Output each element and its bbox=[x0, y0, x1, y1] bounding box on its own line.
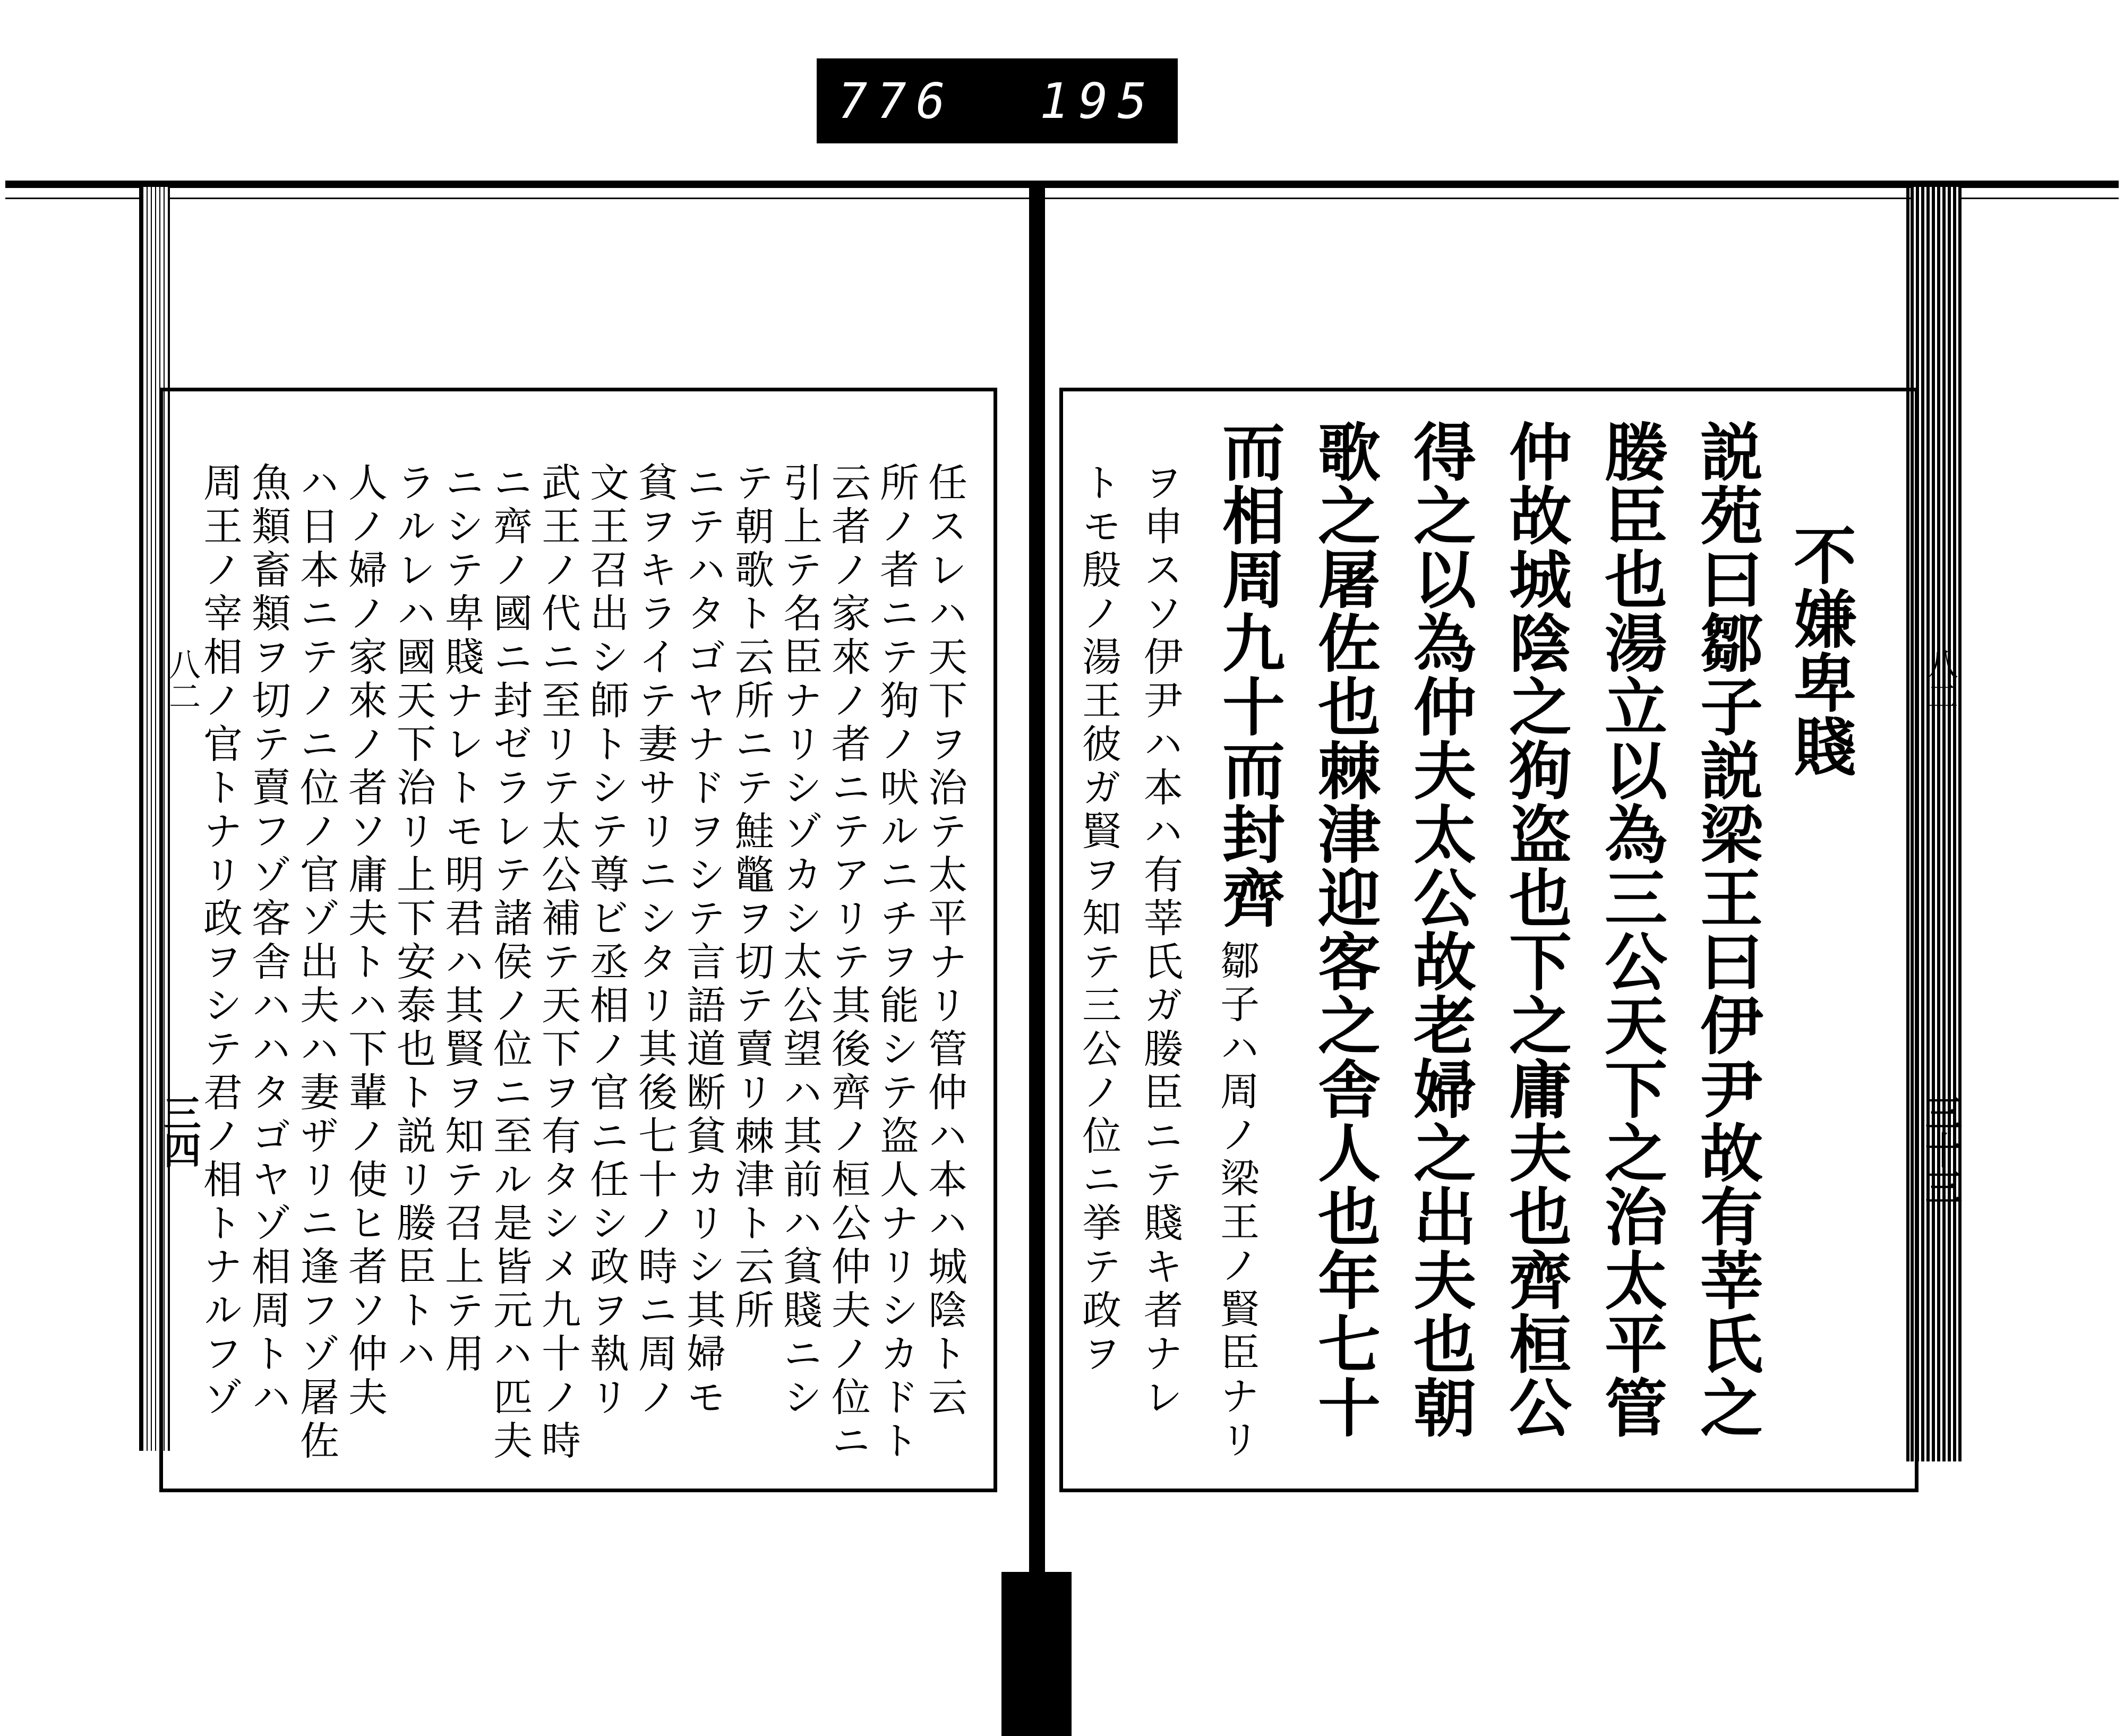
main-line: 歌之屠佐也棘津迎客之舎人也年七十 bbox=[1307, 420, 1381, 1439]
left-page-line: 貧ヲキライテ妻サリニシタリ其後七十ノ時ニ周ノ bbox=[632, 462, 678, 1420]
right-margin-mark: 八二 bbox=[1921, 648, 1958, 712]
commentary-line: トモ殷ノ湯王彼ガ賢ヲ知テ三公ノ位ニ挙テ政ヲ bbox=[1076, 462, 1121, 1376]
right-folio-number: 三十三 bbox=[1919, 1094, 1963, 1205]
book-spine bbox=[1029, 187, 1045, 1727]
commentary-line: 鄒子ハ周ノ梁王ノ賢臣ナリ bbox=[1214, 940, 1260, 1463]
main-line: 得之以為仲夫太公故老婦之出夫也朝 bbox=[1403, 420, 1477, 1439]
left-page-line: テ朝歌ト云所ニテ鮭鼈ヲ切テ賣リ棘津ト云所 bbox=[729, 462, 774, 1333]
left-page-line: ラルレハ國天下治リ上下安泰也ト説リ媵臣トハ bbox=[390, 462, 436, 1376]
left-page-line: 周王ノ宰相ノ官トナリ政ヲシテ君ノ相トナルフゾ bbox=[197, 462, 243, 1420]
left-page-line: ハ日本ニテノニ位ノ官ゾ出夫ハ妻ザリニ逢フゾ屠佐 bbox=[294, 462, 339, 1464]
left-page-line: 文王召出シ師トシテ尊ビ丞相ノ官ニ任シ政ヲ執リ bbox=[584, 462, 629, 1420]
right-page-title: 不嫌卑賤 bbox=[1783, 523, 1857, 778]
catalog-number-left: 776 bbox=[838, 72, 955, 130]
top-rule-thin bbox=[5, 198, 2119, 199]
spine-foot bbox=[1001, 1572, 1072, 1736]
left-page-line: 武王ノ代ニ至リテ太公補テ天下ヲ有タシメ九十ノ時 bbox=[535, 462, 581, 1464]
left-page-line: 魚類畜類ヲ切テ賣フゾ客舎ハハタゴヤゾ相周トハ bbox=[245, 462, 291, 1420]
left-page-line: 任スレハ天下ヲ治テ太平ナリ管仲ハ本ハ城陰ト云 bbox=[922, 462, 967, 1420]
main-line: 媵臣也湯立以為三公天下之治太平管 bbox=[1594, 420, 1668, 1439]
left-page-line: ニシテ卑賤ナレトモ明君ハ其賢ヲ知テ召上テ用 bbox=[439, 462, 484, 1376]
left-page-line: 云者ノ家來ノ者ニテアリテ其後齊ノ桓公仲夫ノ位ニ bbox=[825, 462, 871, 1464]
left-page-line: 所ノ者ニテ狗ノ吠ルニチヲ能シテ盗人ナリシカドト bbox=[873, 462, 919, 1464]
main-line: 説苑曰鄒子説梁王曰伊尹故有莘氏之 bbox=[1690, 420, 1763, 1439]
left-page-line: 引上テ名臣ナリシゾカシ太公望ハ其前ハ貧賤ニシ bbox=[777, 462, 823, 1420]
left-page-line: ニ齊ノ國ニ封ゼラレテ諸侯ノ位ニ至ル是皆元ハ匹夫 bbox=[487, 462, 533, 1464]
left-margin-mark: 八二 bbox=[164, 648, 201, 712]
commentary-line: ヲ申スソ伊尹ハ本ハ有莘氏ガ媵臣ニテ賤キ者ナレ bbox=[1137, 462, 1183, 1420]
catalog-number-right: 195 bbox=[1039, 72, 1157, 130]
left-folio-number: 三四 bbox=[158, 1094, 202, 1168]
catalog-label bbox=[817, 58, 1178, 143]
main-line: 仲故城陰之狗盗也下之庸夫也齊桓公 bbox=[1498, 420, 1572, 1439]
top-rule bbox=[5, 181, 2119, 188]
left-page-line: 人ノ婦ノ家來ノ者ソ庸夫トハ下輩ノ使ヒ者ソ仲夫 bbox=[342, 462, 388, 1420]
main-line: 而相周九十而封齊 bbox=[1212, 420, 1286, 929]
left-page-line: ニテハタゴヤナドヲシテ言語道断貧カリシ其婦モ bbox=[680, 462, 726, 1420]
